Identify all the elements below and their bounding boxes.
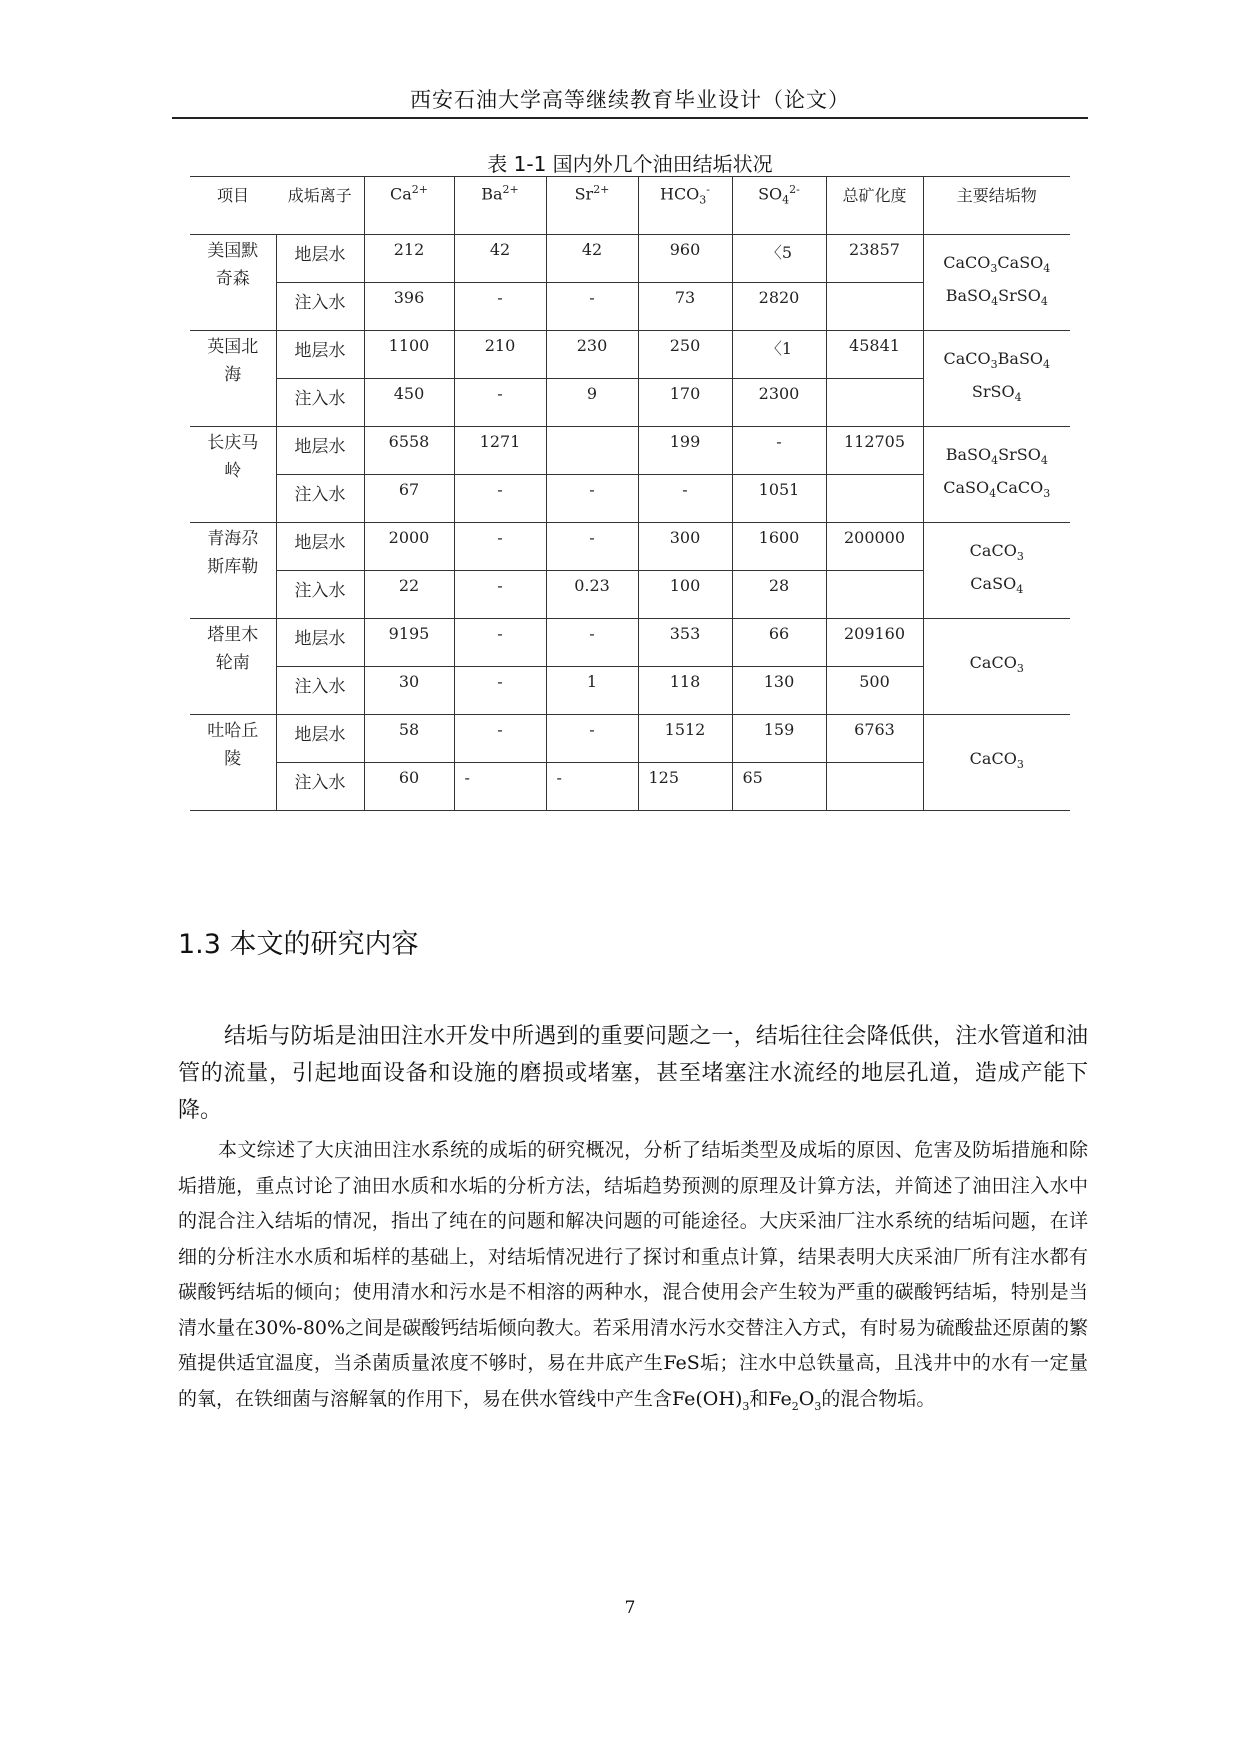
hco3-cell: 960 bbox=[638, 235, 732, 283]
ca-cell: 1100 bbox=[364, 331, 454, 379]
deposit-line: SrSO$_4$ bbox=[971, 381, 1022, 404]
hco3-cell: - bbox=[638, 475, 732, 523]
deposit-cell bbox=[923, 619, 1070, 715]
water-type-cell: 地层水 bbox=[276, 235, 364, 283]
water-type-cell: 地层水 bbox=[276, 331, 364, 379]
sr-cell: - bbox=[546, 763, 638, 811]
ca-cell: 58 bbox=[364, 715, 454, 763]
page-header: 西安石油大学高等继续教育毕业设计（论文） bbox=[410, 88, 850, 112]
ba-cell: - bbox=[454, 475, 546, 523]
location-cell bbox=[190, 331, 276, 427]
deposit-cell bbox=[923, 523, 1070, 619]
deposit-line: CaCO$_3$ bbox=[969, 653, 1024, 676]
tds-cell bbox=[826, 475, 923, 523]
ba-cell: - bbox=[454, 763, 546, 811]
deposit-line: CaCO$_3$CaSO$_4$ bbox=[943, 253, 1051, 276]
location-cell bbox=[190, 715, 276, 811]
ca-cell: 2000 bbox=[364, 523, 454, 571]
location-line: 长庆马 bbox=[207, 433, 259, 453]
location-line: 青海尕 bbox=[207, 529, 259, 549]
so4-cell: - bbox=[732, 427, 826, 475]
hco3-cell: 118 bbox=[638, 667, 732, 715]
water-type-cell: 注入水 bbox=[276, 763, 364, 811]
sr-cell: - bbox=[546, 715, 638, 763]
location-cell bbox=[190, 427, 276, 523]
ca-cell: 30 bbox=[364, 667, 454, 715]
page-number: 7 bbox=[624, 1598, 636, 1618]
ba-cell: - bbox=[454, 283, 546, 331]
ba-cell: 42 bbox=[454, 235, 546, 283]
tds-cell: 209160 bbox=[826, 619, 923, 667]
hco3-cell: 199 bbox=[638, 427, 732, 475]
deposit-line: BaSO$_4$SrSO$_4$ bbox=[945, 285, 1048, 308]
water-type-cell: 地层水 bbox=[276, 523, 364, 571]
so4-cell: 159 bbox=[732, 715, 826, 763]
water-type-cell: 地层水 bbox=[276, 715, 364, 763]
deposit-line: CaCO$_3$ bbox=[969, 541, 1024, 564]
deposit-line: BaSO$_4$SrSO$_4$ bbox=[945, 445, 1048, 468]
location-cell bbox=[190, 619, 276, 715]
tds-cell: 23857 bbox=[826, 235, 923, 283]
location-line: 陵 bbox=[224, 749, 242, 769]
location-line: 斯库勒 bbox=[207, 557, 259, 577]
water-type-cell: 注入水 bbox=[276, 667, 364, 715]
ca-cell: 450 bbox=[364, 379, 454, 427]
location-line: 吐哈丘 bbox=[207, 721, 259, 741]
tds-cell bbox=[826, 283, 923, 331]
tds-cell: 200000 bbox=[826, 523, 923, 571]
ba-cell: - bbox=[454, 619, 546, 667]
paragraph-1: 结垢与防垢是油田注水开发中所遇到的重要问题之一，结垢往往会降低供，注水管道和油管的流量，引起地面设备和设施的磨损或堵塞，甚至堵塞注水流经的地层孔道，造成产能下降。 bbox=[178, 1024, 1088, 1123]
tds-cell bbox=[826, 763, 923, 811]
so4-cell: 130 bbox=[732, 667, 826, 715]
water-type-cell: 地层水 bbox=[276, 619, 364, 667]
tds-cell: 112705 bbox=[826, 427, 923, 475]
header-so4: $SO_4^{2-}$ bbox=[732, 177, 826, 235]
sr-cell bbox=[546, 427, 638, 475]
tds-cell: 500 bbox=[826, 667, 923, 715]
tds-cell: 45841 bbox=[826, 331, 923, 379]
ba-cell: - bbox=[454, 571, 546, 619]
table-caption: 表 1-1 国内外几个油田结垢状况 bbox=[487, 152, 773, 176]
location-line: 英国北 bbox=[207, 337, 259, 357]
hco3-cell: 125 bbox=[638, 763, 732, 811]
so4-cell: 〈1 bbox=[732, 331, 826, 379]
header-hco3: $HCO_3^-$ bbox=[638, 177, 732, 235]
water-type-cell: 注入水 bbox=[276, 283, 364, 331]
so4-cell: 2820 bbox=[732, 283, 826, 331]
deposit-cell bbox=[923, 427, 1070, 523]
sr-cell: - bbox=[546, 475, 638, 523]
location-cell bbox=[190, 235, 276, 331]
sr-cell: - bbox=[546, 283, 638, 331]
ca-cell: 22 bbox=[364, 571, 454, 619]
deposit-cell bbox=[923, 715, 1070, 811]
so4-cell: 〈5 bbox=[732, 235, 826, 283]
hco3-cell: 300 bbox=[638, 523, 732, 571]
ca-cell: 9195 bbox=[364, 619, 454, 667]
location-line: 海 bbox=[224, 365, 242, 385]
so4-cell: 2300 bbox=[732, 379, 826, 427]
header-ion: 成垢离子 bbox=[276, 177, 364, 235]
deposit-line: CaSO$_4$ bbox=[970, 573, 1024, 596]
so4-cell: 28 bbox=[732, 571, 826, 619]
hco3-cell: 100 bbox=[638, 571, 732, 619]
deposit-line: CaSO$_4$CaCO$_3$ bbox=[943, 477, 1051, 500]
ca-cell: 60 bbox=[364, 763, 454, 811]
table-row bbox=[190, 523, 1070, 571]
water-type-cell: 地层水 bbox=[276, 427, 364, 475]
water-type-cell: 注入水 bbox=[276, 379, 364, 427]
header-ca: $Ca^{2+}$ bbox=[364, 177, 454, 235]
location-line: 轮南 bbox=[215, 653, 250, 673]
scaling-table bbox=[190, 176, 1070, 811]
deposit-cell bbox=[923, 331, 1070, 427]
hco3-cell: 353 bbox=[638, 619, 732, 667]
ca-cell: 6558 bbox=[364, 427, 454, 475]
ca-cell: 212 bbox=[364, 235, 454, 283]
table-row bbox=[190, 715, 1070, 763]
tds-cell: 6763 bbox=[826, 715, 923, 763]
paragraph-2: 本文综述了大庆油田注水系统的成垢的研究概况，分析了结垢类型及成垢的原因、危害及防垢措施和除垢措施，重点讨论了油田水质和水垢的分析方法，结垢趋势预测的原理及计算方法，并简述了油田注入水中的混合注入结垢的情况，指出了纯在的问题和解决问题的可能途径。大庆采油厂注水系统的结垢问题，在详细的分析注水水质和垢样的基础上，对结垢情况进行了探讨和重点计算，结果表明大庆采油厂所有注水都有碳酸钙结垢的倾向；使用清水和污水是不相溶的两种水，混合使用会产生较为严重的碳酸钙结垢，特别是当清水量在30%-80%之间是碳酸钙结垢倾向教大。若采用清水污水交替注入方式，有时易为硫酸盐还原菌的繁殖提供适宜温度，当杀菌质量浓度不够时，易在井底产生FeS垢；注水中总铁量高，且浅井中的水有一定量的氧，在铁细菌与溶解氧的作用下，易在供水管线中产生含$Fe(OH)_3$和$Fe_2O_3$的混合物垢。 bbox=[178, 1139, 1088, 1413]
hco3-cell: 250 bbox=[638, 331, 732, 379]
hco3-cell: 170 bbox=[638, 379, 732, 427]
ba-cell: - bbox=[454, 667, 546, 715]
deposit-line: CaCO$_3$BaSO$_4$ bbox=[943, 349, 1051, 372]
header-deposit: 主要结垢物 bbox=[923, 177, 1070, 235]
ba-cell: - bbox=[454, 379, 546, 427]
ba-cell: - bbox=[454, 715, 546, 763]
sr-cell: 230 bbox=[546, 331, 638, 379]
table-header-row bbox=[190, 177, 1070, 235]
deposit-line: CaCO$_3$ bbox=[969, 749, 1024, 772]
header-sr: $Sr^{2+}$ bbox=[546, 177, 638, 235]
header-ba: $Ba^{2+}$ bbox=[454, 177, 546, 235]
header-rule bbox=[172, 117, 1088, 119]
so4-cell: 65 bbox=[732, 763, 826, 811]
sr-cell: 1 bbox=[546, 667, 638, 715]
location-line: 岭 bbox=[224, 461, 242, 481]
sr-cell: 42 bbox=[546, 235, 638, 283]
header-tds: 总矿化度 bbox=[826, 177, 923, 235]
location-cell bbox=[190, 523, 276, 619]
location-line: 奇森 bbox=[215, 269, 250, 289]
so4-cell: 1051 bbox=[732, 475, 826, 523]
tds-cell bbox=[826, 379, 923, 427]
table-row bbox=[190, 235, 1070, 283]
location-line: 塔里木 bbox=[207, 625, 259, 645]
so4-cell: 1600 bbox=[732, 523, 826, 571]
table-row bbox=[190, 427, 1070, 475]
sr-cell: - bbox=[546, 523, 638, 571]
ba-cell: 210 bbox=[454, 331, 546, 379]
ba-cell: 1271 bbox=[454, 427, 546, 475]
water-type-cell: 注入水 bbox=[276, 475, 364, 523]
sr-cell: 0.23 bbox=[546, 571, 638, 619]
deposit-cell bbox=[923, 235, 1070, 331]
tds-cell bbox=[826, 571, 923, 619]
ca-cell: 396 bbox=[364, 283, 454, 331]
location-line: 美国默 bbox=[207, 241, 259, 261]
ca-cell: 67 bbox=[364, 475, 454, 523]
sr-cell: 9 bbox=[546, 379, 638, 427]
header-item: 项目 bbox=[190, 177, 276, 235]
table-row bbox=[190, 619, 1070, 667]
section-heading: 1.3 本文的研究内容 bbox=[178, 929, 419, 960]
ba-cell: - bbox=[454, 523, 546, 571]
hco3-cell: 73 bbox=[638, 283, 732, 331]
hco3-cell: 1512 bbox=[638, 715, 732, 763]
so4-cell: 66 bbox=[732, 619, 826, 667]
table-row bbox=[190, 331, 1070, 379]
water-type-cell: 注入水 bbox=[276, 571, 364, 619]
sr-cell: - bbox=[546, 619, 638, 667]
